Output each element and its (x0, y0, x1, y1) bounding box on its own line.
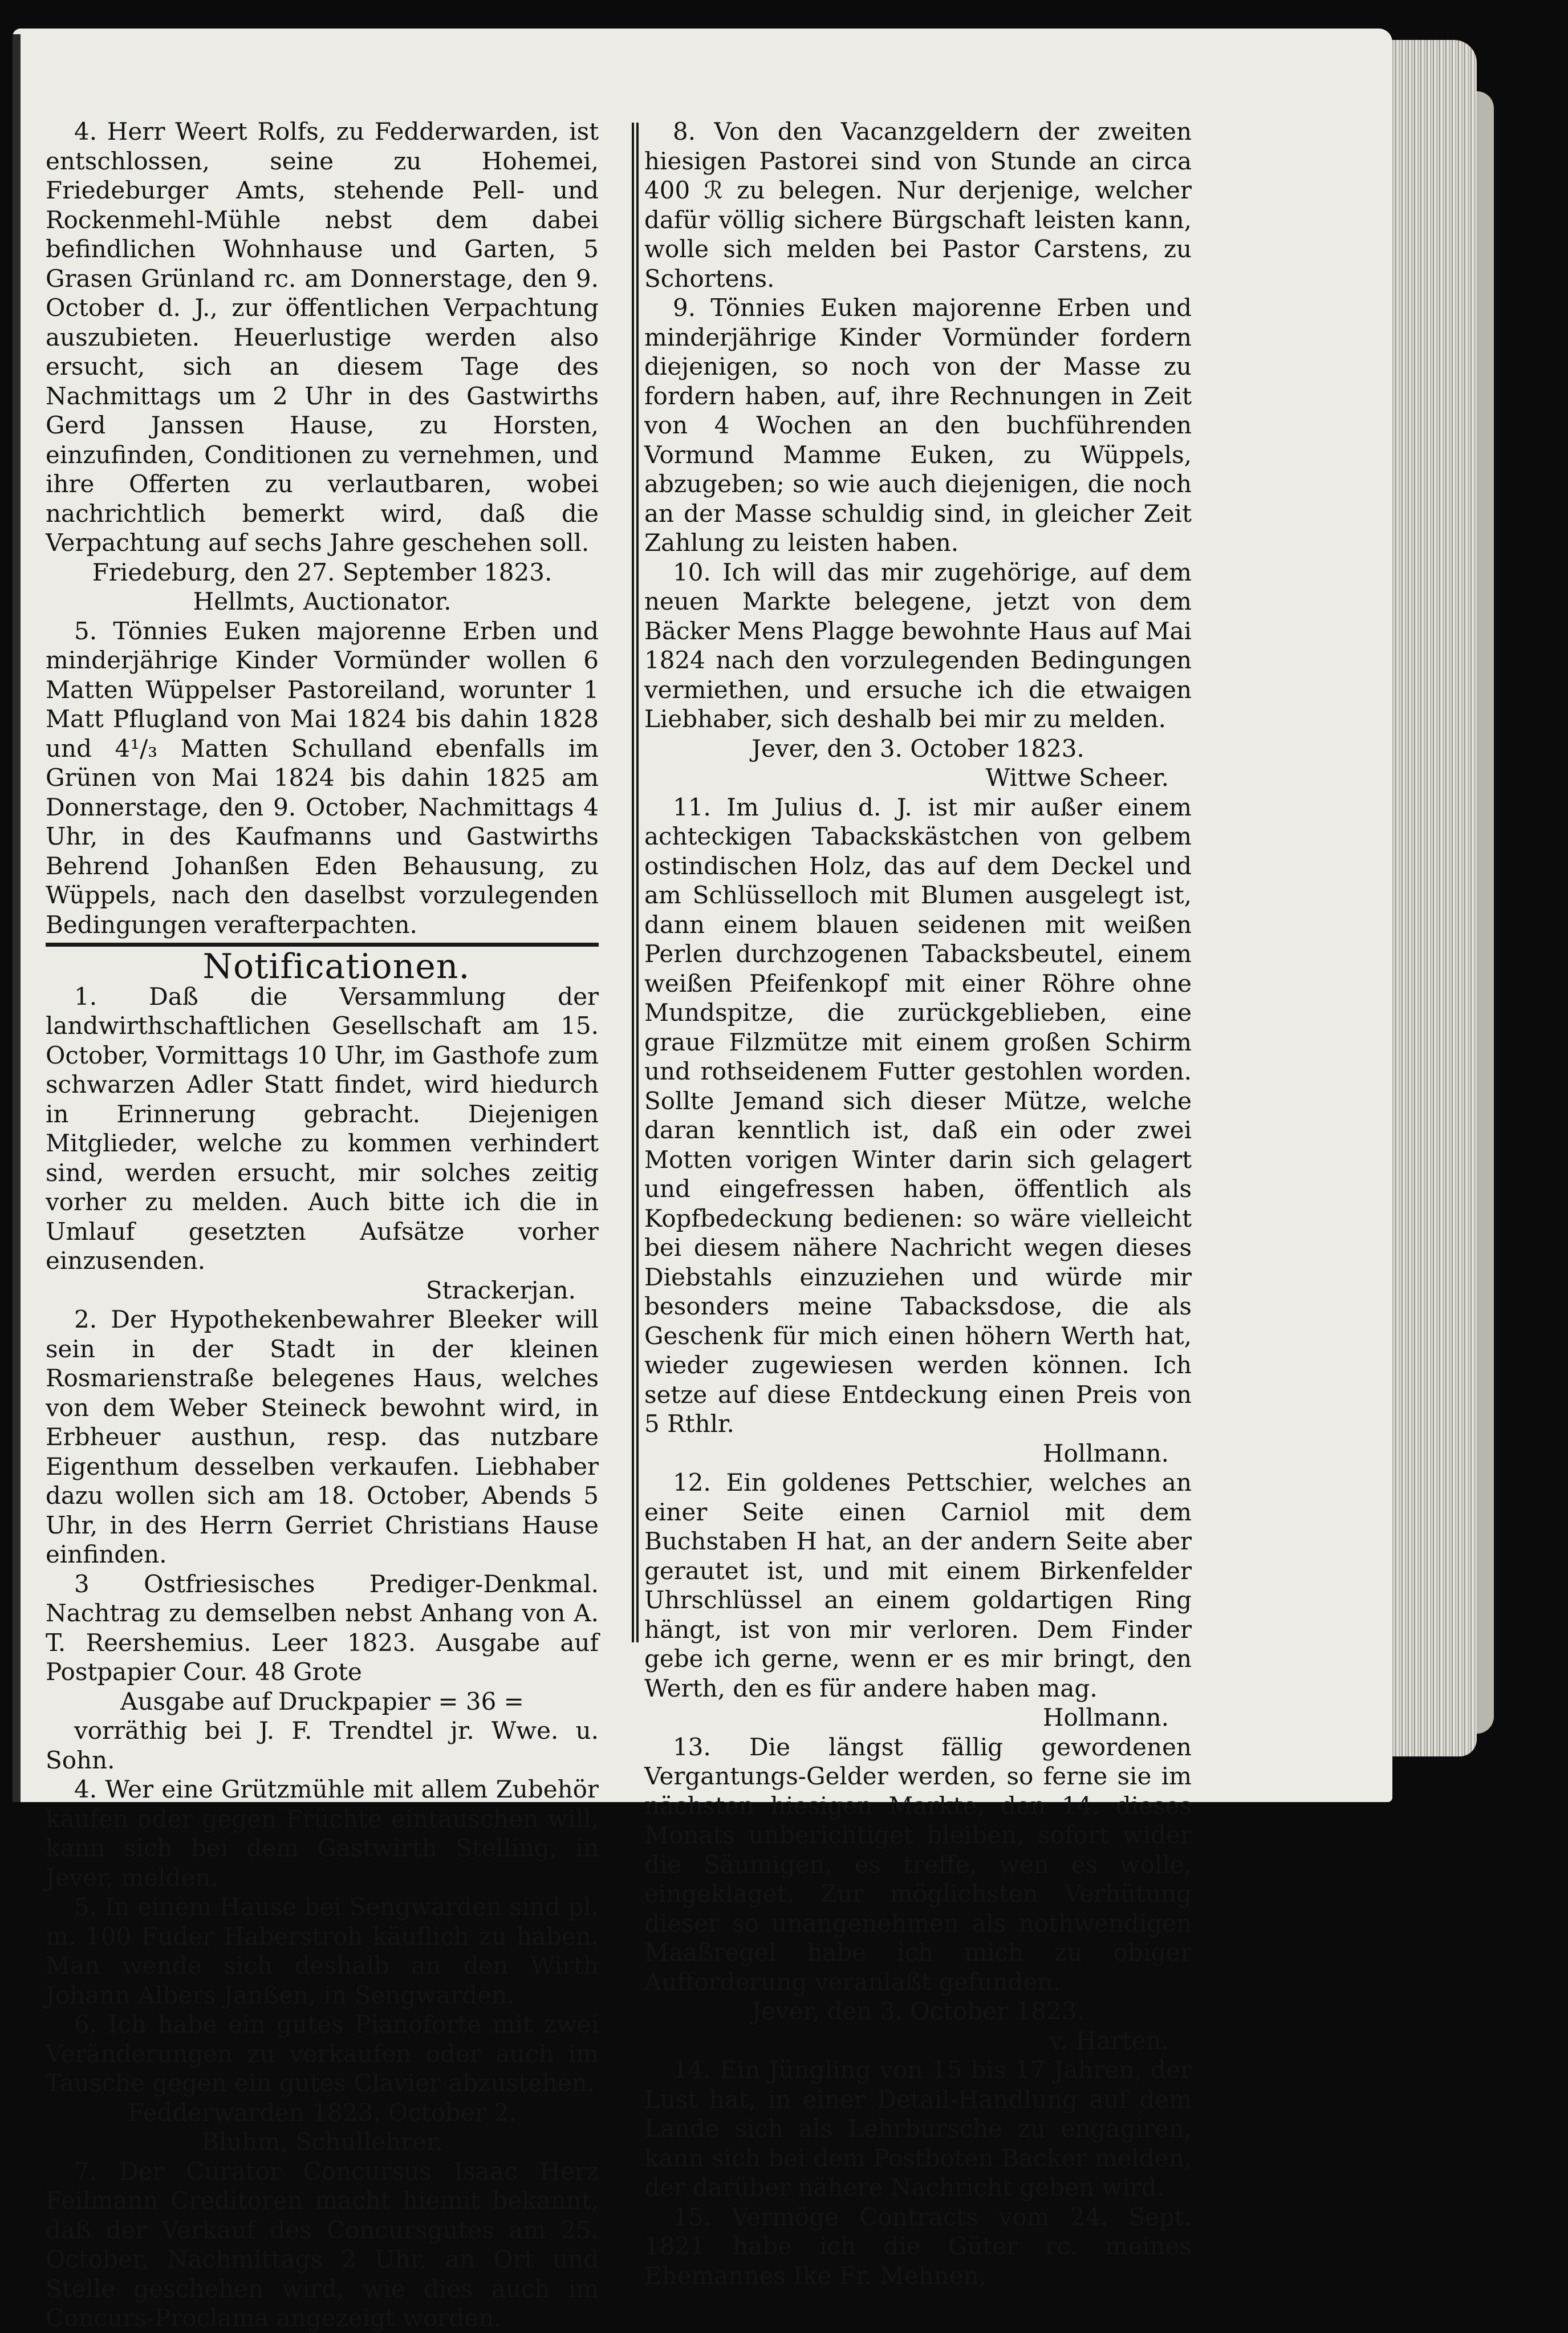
notification-10-signature: Wittwe Scheer. (985, 764, 1169, 792)
entry-4-place-date: Friedeburg, den 27. September 1823. (92, 558, 553, 586)
notification-1-signature: Strackerjan. (425, 1276, 576, 1304)
notification-13-signature: v. Harten. (1049, 2026, 1169, 2055)
entry-4: 4. Herr Weert Rolfs, zu Fedderwarden, ist entschlossen, seine zu Hohemei, Friedeburger Amts, stehende Pell- und Rockenmehl-Mühle nebst dem dabei befindlichen Wohnhause und Garten, 5 Grasen Grünland rc. am Donnerstage, den 9. October d. J., zur öffentlichen Verpachtung auszubieten. Heuerlustige werden also ersucht, sich an diesem Tage des Nachmittags um 2 Uhr in des Gastwirths Gerd Janssen Hause, zu Horsten, einzufinden, Conditionen zu vernehmen, und ihre Offerten zu verlautbaren, wobei nachrichtlich bemerkt wird, daß die Verpachtung auf sechs Jahre geschehen soll. (46, 117, 599, 557)
notification-3-line-3: vorräthig bei J. F. Trendtel jr. Wwe. u. Sohn. (46, 1717, 599, 1774)
notification-14: 14. Ein Jüngling von 15 bis 17 Jahren, der Lust hat, in einer Detail-Handlung auf dem Lande sich als Lehrbursche zu engagiren, kann sich bei dem Postboten Backer melden, der darüber nähere Nachricht geben wird. (644, 2056, 1192, 2201)
section-rule (46, 943, 599, 947)
section-heading: Notificationen. (202, 947, 470, 987)
notification-6-signature: Bluhm, Schullehrer. (201, 2128, 443, 2156)
left-column (46, 117, 599, 2333)
notification-6-place-date: Fedderwarden 1823. October 2. (127, 2098, 517, 2127)
notification-13: 13. Die längst fällig gewordenen Vergantungs-Gelder werden, so ferne sie im nächsten hiesigen Markte, den 14. dieses Monats unberichtiget bleiben, sofort wider die Säumigen, es treffe, wen es wolle, eingeklaget. Zur möglichsten Verhütung dieser so unangenehmen als nothwendigen Maaßregel habe ich mich zu obiger Aufforderung veranlaßt gefunden. (644, 1732, 1192, 1996)
notification-2: 2. Der Hypothekenbewahrer Bleeker will sein in der Stadt in der kleinen Rosmarienstraße belegenes Haus, welches von dem Weber Steineck bewohnt wird, in Erbheuer austhun, resp. das nutzbare Eigenthum desselben verkaufen. Liebhaber dazu wollen sich am 18. October, Abends 5 Uhr, in des Herrn Gerriet Christians Hause einfinden. (46, 1305, 599, 1568)
notification-5: 5. In einem Hause bei Sengwarden sind pl. m. 100 Fuder Haberstroh käuflich zu haben. Man wende sich deshalb an den Wirth Johann Albers Janßen, in Sengwarden. (46, 1893, 599, 2009)
notification-12-signature: Hollmann. (1042, 1703, 1169, 1731)
notification-12: 12. Ein goldenes Pettschier, welches an einer Seite einen Carniol mit dem Buchstaben H hat, an der andern Seite aber gerautet ist, und mit einem Birkenfelder Uhrschlüssel an einem goldartigen Ring hängt, ist von mir verloren. Dem Finder gebe ich gerne, wenn er es mir bringt, den Werth, den es für andere haben mag. (644, 1468, 1192, 1702)
notification-9: 9. Tönnies Euken majorenne Erben und minderjährige Kinder Vormünder fordern diejenigen, so noch von der Masse zu fordern haben, auf, ihre Rechnungen in Zeit von 4 Wochen an den buchführenden Vormund Mamme Euken, zu Wüppels, abzugeben; so wie auch diejenigen, die noch an der Masse schuldig sind, in gleicher Zeit Zahlung zu leisten haben. (644, 294, 1192, 557)
binding-gutter (13, 34, 21, 1802)
notification-13-place-date: Jever, den 3. October 1823. (751, 1997, 1084, 2025)
notification-4: 4. Wer eine Grützmühle mit allem Zubehör kaufen oder gegen Früchte eintauschen will, kann sich bei dem Gastwirth Stelling, in Jever, melden. (46, 1775, 599, 1892)
entry-5: 5. Tönnies Euken majorenne Erben und minderjährige Kinder Vormünder wollen 6 Matten Wüppelser Pastoreiland, worunter 1 Matt Pflugland von Mai 1824 bis dahin 1828 und 4¹/₃ Matten Schulland ebenfalls im Grünen von Mai 1824 bis dahin 1825 am Donnerstage, den 9. October, Nachmittags 4 Uhr, in des Kaufmanns und Gastwirths Behrend Johanßen Eden Behausung, zu Wüppels, nach den daselbst vorzulegenden Bedingungen verafterpachten. (46, 616, 599, 939)
notification-11-signature: Hollmann. (1042, 1439, 1169, 1467)
column-divider (632, 123, 634, 1642)
notification-8: 8. Von den Vacanzgeldern der zweiten hiesigen Pastorei sind von Stunde an circa 400 ℛ zu belegen. Nur derjenige, welcher dafür völlig sichere Bürgschaft leisten kann, wolle sich melden bei Pastor Carstens, zu Schortens. (644, 117, 1192, 293)
column-divider-second-line (636, 123, 639, 1642)
right-column (644, 117, 1192, 2290)
notification-15: 15. Vermöge Contracts vom 24. Sept. 1821 habe ich die Güter rc. meines Ehemannes Ike Fr. Mehnen, (644, 2202, 1192, 2290)
notification-7: 7. Der Curator Concursus Isaac Herz Feilmann Creditoren macht hiemit bekannt, daß der Verkauf des Concursgutes am 25. October, Nachmittags 2 Uhr, an Ort und Stelle geschehen wird, wie dies auch im Concurs-Proclama angezeigt worden. (46, 2157, 599, 2332)
notification-11: 11. Im Julius d. J. ist mir außer einem achteckigen Tabackskästchen von gelbem ostindischen Holz, das auf dem Deckel und am Schlüsselloch mit Blumen ausgelegt ist, dann einem blauen seidenen mit weißen Perlen durchzogenen Tabacksbeutel, einem weißen Pfeifenkopf mit einer Röhre ohne Mundspitze, die zurückgeblieben, eine graue Filzmütze mit einem großen Schirm und rothseidenem Futter gestohlen worden. Sollte Jemand sich dieser Mütze, welche daran kenntlich ist, daß ein oder zwei Motten vorigen Winter darin sich gelagert und eingefressen haben, öffentlich als Kopfbedeckung bedienen: so wäre vielleicht bei diesem nähere Nachricht wegen dieses Diebstahls einzuziehen und würde mir besonders meine Tabacksdose, die als Geschenk für mich einen höhern Werth hat, wieder zugewiesen werden können. Ich setze auf diese Entdeckung einen Preis von 5 Rthlr. (644, 793, 1192, 1438)
notification-3-line-2: Ausgabe auf Druckpapier = 36 = (120, 1687, 524, 1715)
notification-1: 1. Daß die Versammlung der landwirthschaftlichen Gesellschaft am 15. October, Vormittags 10 Uhr, im Gasthofe zum schwarzen Adler Statt findet, wird hiedurch in Erinnerung gebracht. Diejenigen Mitglieder, welche zu kommen verhindert sind, werden ersucht, mir solches zeitig vorher zu melden. Auch bitte ich die in Umlauf gesetzten Aufsätze vorher einzusenden. (46, 982, 599, 1275)
entry-4-signature: Hellmts, Auctionator. (193, 587, 452, 615)
notification-10-place-date: Jever, den 3. October 1823. (751, 734, 1084, 762)
notification-3: 3 Ostfriesisches Prediger-Denkmal. Nachtrag zu demselben nebst Anhang von A. T. Reershemius. Leer 1823. Ausgabe auf Postpapier Cour. 48 Grote (46, 1569, 599, 1686)
notification-10: 10. Ich will das mir zugehörige, auf dem neuen Markte belegene, jetzt von dem Bäcker Mens Plagge bewohnte Haus auf Mai 1824 nach den vorzulegenden Bedingungen vermiethen, und ersuche ich die etwaigen Liebhaber, sich deshalb bei mir zu melden. (644, 558, 1192, 733)
notification-6: 6. Ich habe ein gutes Pianoforte mit zwei Veränderungen zu verkaufen oder auch im Tausche gegen ein gutes Clavier abzustehen. (46, 2010, 599, 2097)
